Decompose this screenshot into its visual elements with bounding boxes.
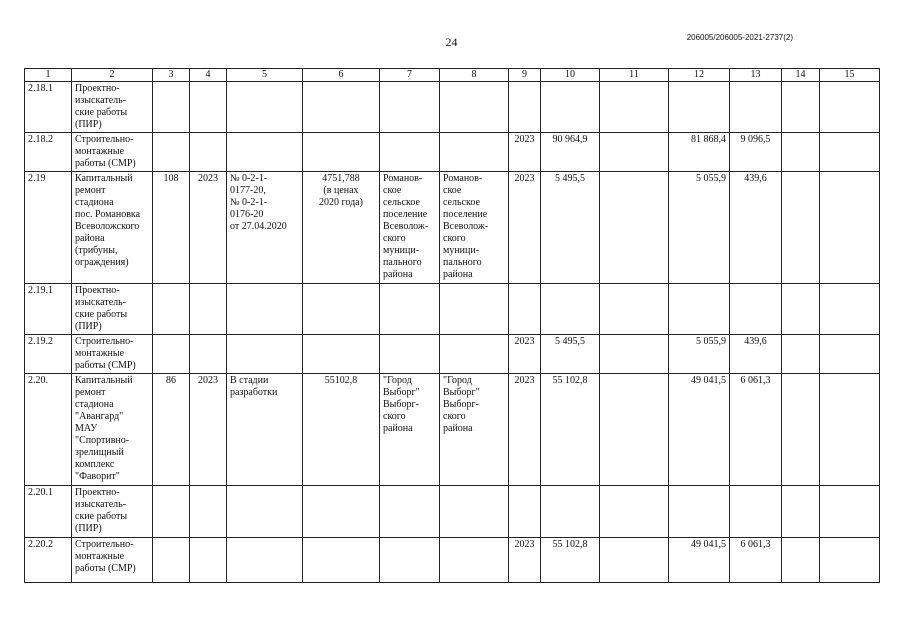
table-header-row — [25, 69, 880, 82]
table-cell-col-11 — [600, 538, 669, 583]
table-cell-col-3: 86 — [153, 374, 190, 486]
table-cell-col-3: 108 — [153, 172, 190, 284]
data-table — [24, 68, 880, 583]
table-cell-col-14 — [782, 172, 820, 284]
table-cell-col-7 — [380, 82, 440, 133]
table-row — [25, 133, 880, 172]
table-cell-col-7 — [380, 284, 440, 335]
table-cell-col-10: 55 102,8 — [541, 538, 600, 583]
table-cell-col-10: 5 495,5 — [541, 335, 600, 374]
table-cell-col-12: 49 041,5 — [669, 374, 730, 486]
table-cell-col-15 — [820, 486, 880, 538]
table-cell-col-7 — [380, 538, 440, 583]
header-cell: 9 — [509, 69, 541, 82]
table-cell-col-15 — [820, 82, 880, 133]
header-cell: 5 — [227, 69, 303, 82]
table-cell-col-12: 5 055,9 — [669, 335, 730, 374]
table-cell-col-11 — [600, 284, 669, 335]
table-row — [25, 82, 880, 133]
table-cell-col-12: 81 868,4 — [669, 133, 730, 172]
table-cell-col-6 — [303, 284, 380, 335]
table-cell-col-9: 2023 — [509, 133, 541, 172]
table-cell-col-11 — [600, 172, 669, 284]
table-cell-col-3 — [153, 486, 190, 538]
table-cell-col-12: 49 041,5 — [669, 538, 730, 583]
header-cell: 10 — [541, 69, 600, 82]
table-cell-col-5 — [227, 82, 303, 133]
table-cell-col-5 — [227, 284, 303, 335]
table-cell-col-5: В стадии разработки — [227, 374, 303, 486]
table-cell-col-13: 439,6 — [730, 335, 782, 374]
header-cell: 11 — [600, 69, 669, 82]
table-cell-col-13: 6 061,3 — [730, 538, 782, 583]
table-cell-col-13: 439,6 — [730, 172, 782, 284]
table-cell-col-7 — [380, 486, 440, 538]
table-cell-col-9 — [509, 82, 541, 133]
table-cell-col-6: 55102,8 — [303, 374, 380, 486]
table-cell-col-10: 5 495,5 — [541, 172, 600, 284]
table-cell-col-1: 2.20.1 — [25, 486, 72, 538]
table-cell-col-1: 2.18.2 — [25, 133, 72, 172]
table-cell-col-6 — [303, 486, 380, 538]
table-cell-col-1: 2.19.2 — [25, 335, 72, 374]
table-cell-col-10: 90 964,9 — [541, 133, 600, 172]
table-cell-col-5: № 0-2-1- 0177-20, № 0-2-1- 0176-20 от 27.04.2020 — [227, 172, 303, 284]
table-cell-col-2: Проектно- изыскатель- ские работы (ПИР) — [72, 486, 153, 538]
header-cell: 8 — [440, 69, 509, 82]
header-cell: 1 — [25, 69, 72, 82]
table-cell-col-8 — [440, 335, 509, 374]
table-cell-col-11 — [600, 374, 669, 486]
table-cell-col-10: 55 102,8 — [541, 374, 600, 486]
table-cell-col-14 — [782, 133, 820, 172]
table-cell-col-2: Строительно- монтажные работы (СМР) — [72, 335, 153, 374]
table-cell-col-2: Капитальный ремонт стадиона пос. Романовка Всеволожского района (трибуны, ограждения) — [72, 172, 153, 284]
page-number: 24 — [445, 35, 458, 49]
table-cell-col-4 — [190, 82, 227, 133]
table-cell-col-12 — [669, 486, 730, 538]
table-cell-col-2: Капитальный ремонт стадиона "Авангард" МАУ "Спортивно- зрелищный комплекс "Фаворит" — [72, 374, 153, 486]
table-cell-col-8 — [440, 486, 509, 538]
table-cell-col-4 — [190, 538, 227, 583]
table-cell-col-14 — [782, 82, 820, 133]
table-row — [25, 538, 880, 583]
table-row — [25, 486, 880, 538]
table-cell-col-15 — [820, 133, 880, 172]
table-cell-col-6 — [303, 133, 380, 172]
table-cell-col-7: "Город Выборг" Выборг- ского района — [380, 374, 440, 486]
table-cell-col-2: Проектно- изыскатель- ские работы (ПИР) — [72, 284, 153, 335]
table-cell-col-4: 2023 — [190, 374, 227, 486]
table-cell-col-13 — [730, 82, 782, 133]
table-cell-col-4: 2023 — [190, 172, 227, 284]
table-cell-col-9: 2023 — [509, 335, 541, 374]
table-cell-col-9: 2023 — [509, 538, 541, 583]
table-cell-col-14 — [782, 374, 820, 486]
table-cell-col-2: Строительно- монтажные работы (СМР) — [72, 538, 153, 583]
table-cell-col-7 — [380, 335, 440, 374]
table-cell-col-8 — [440, 538, 509, 583]
table-cell-col-10 — [541, 486, 600, 538]
table-cell-col-9: 2023 — [509, 374, 541, 486]
table-cell-col-1: 2.18.1 — [25, 82, 72, 133]
table-cell-col-12: 5 055,9 — [669, 172, 730, 284]
table-cell-col-3 — [153, 538, 190, 583]
table-cell-col-4 — [190, 335, 227, 374]
table-cell-col-2: Строительно- монтажные работы (СМР) — [72, 133, 153, 172]
table-cell-col-1: 2.19.1 — [25, 284, 72, 335]
table-cell-col-15 — [820, 538, 880, 583]
table-cell-col-11 — [600, 133, 669, 172]
table-cell-col-12 — [669, 82, 730, 133]
header-cell: 13 — [730, 69, 782, 82]
header-cell: 6 — [303, 69, 380, 82]
table-cell-col-13: 9 096,5 — [730, 133, 782, 172]
table-cell-col-2: Проектно- изыскатель- ские работы (ПИР) — [72, 82, 153, 133]
table-cell-col-8 — [440, 284, 509, 335]
header-cell: 14 — [782, 69, 820, 82]
table-cell-col-9: 2023 — [509, 172, 541, 284]
table-cell-col-13 — [730, 284, 782, 335]
table-cell-col-14 — [782, 284, 820, 335]
table-cell-col-4 — [190, 133, 227, 172]
header-cell: 3 — [153, 69, 190, 82]
table-row — [25, 374, 880, 486]
table-row — [25, 172, 880, 284]
table-cell-col-5 — [227, 538, 303, 583]
header-cell: 7 — [380, 69, 440, 82]
table-cell-col-1: 2.20.2 — [25, 538, 72, 583]
table-cell-col-1: 2.20. — [25, 374, 72, 486]
table-cell-col-14 — [782, 335, 820, 374]
table-cell-col-4 — [190, 284, 227, 335]
header-cell: 12 — [669, 69, 730, 82]
table-cell-col-4 — [190, 486, 227, 538]
table-cell-col-5 — [227, 335, 303, 374]
table-cell-col-13: 6 061,3 — [730, 374, 782, 486]
table-cell-col-6 — [303, 538, 380, 583]
table-cell-col-15 — [820, 335, 880, 374]
table-cell-col-15 — [820, 172, 880, 284]
table-cell-col-5 — [227, 133, 303, 172]
table-cell-col-8 — [440, 133, 509, 172]
table-row — [25, 335, 880, 374]
table-cell-col-3 — [153, 133, 190, 172]
table-cell-col-14 — [782, 486, 820, 538]
table-cell-col-8: Романов- ское сельское поселение Всеволож- ского муници- пального района — [440, 172, 509, 284]
table-cell-col-11 — [600, 82, 669, 133]
table-cell-col-10 — [541, 284, 600, 335]
table-cell-col-11 — [600, 335, 669, 374]
table-cell-col-9 — [509, 486, 541, 538]
document-reference: 206005/206005-2021-2737(2) — [686, 33, 793, 42]
table-cell-col-8 — [440, 82, 509, 133]
table-cell-col-8: "Город Выборг" Выборг- ского района — [440, 374, 509, 486]
table-cell-col-6: 4751,788 (в ценах 2020 года) — [303, 172, 380, 284]
table-cell-col-10 — [541, 82, 600, 133]
table-row — [25, 284, 880, 335]
table-cell-col-3 — [153, 284, 190, 335]
header-cell: 15 — [820, 69, 880, 82]
table-cell-col-7: Романов- ское сельское поселение Всеволож- ского муници- пального района — [380, 172, 440, 284]
header-cell: 2 — [72, 69, 153, 82]
table-cell-col-3 — [153, 335, 190, 374]
table-cell-col-1: 2.19 — [25, 172, 72, 284]
table-cell-col-9 — [509, 284, 541, 335]
table-cell-col-15 — [820, 374, 880, 486]
table-cell-col-15 — [820, 284, 880, 335]
header-cell: 4 — [190, 69, 227, 82]
table-cell-col-3 — [153, 82, 190, 133]
table-cell-col-5 — [227, 486, 303, 538]
table-cell-col-13 — [730, 486, 782, 538]
table-cell-col-14 — [782, 538, 820, 583]
table-cell-col-12 — [669, 284, 730, 335]
table-cell-col-6 — [303, 82, 380, 133]
table-cell-col-6 — [303, 335, 380, 374]
table-cell-col-7 — [380, 133, 440, 172]
table-cell-col-11 — [600, 486, 669, 538]
